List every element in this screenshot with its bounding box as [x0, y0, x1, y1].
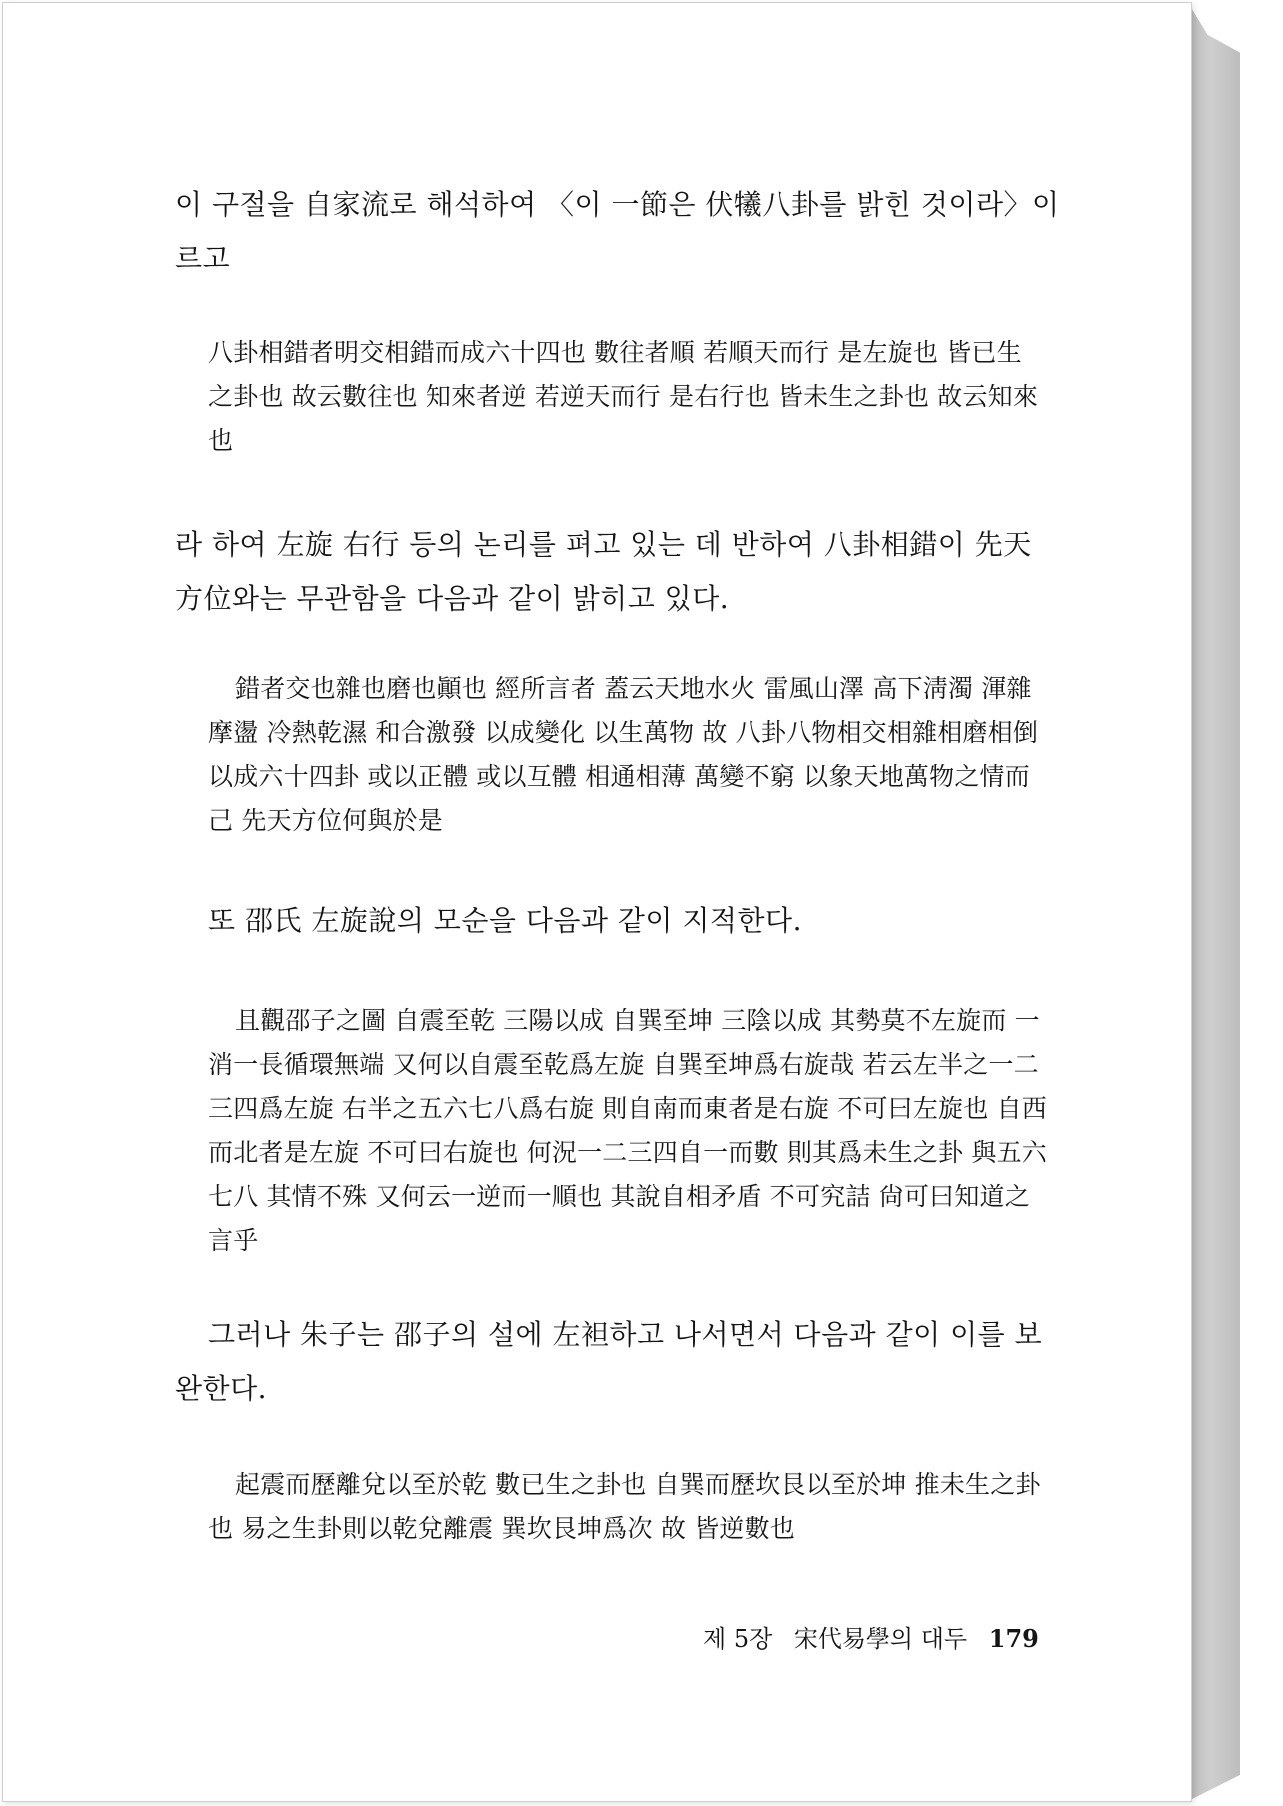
text-line: 또 邵氏 左旋說의 모순을 다음과 같이 지적한다.: [208, 904, 802, 937]
text-line: 이 구절을 自家流로 해석하여 〈이 一節은 伏犧八卦를 밝힌 것이라〉이: [175, 188, 1060, 221]
text-line: 七八 其情不殊 又何云一逆而一順也 其說自相矛盾 不可究詰 尙可曰知道之: [208, 1182, 1030, 1211]
text-line: 之卦也 故云數往也 知來者逆 若逆天而行 是右行也 皆未生之卦也 故云知來: [208, 382, 1039, 411]
page-number: 179: [988, 1624, 1039, 1653]
text-line: 르고: [175, 242, 231, 275]
text-line: 言乎: [208, 1226, 259, 1255]
text-line: 也: [208, 426, 234, 455]
text-line: 而北者是左旋 不可曰右旋也 何況一二三四自一而數 則其爲未生之卦 與五六: [208, 1138, 1047, 1167]
text-line: 그러나 朱子는 邵子의 설에 左袒하고 나서면서 다음과 같이 이를 보: [208, 1318, 1043, 1351]
text-line: 라 하여 左旋 右行 등의 논리를 펴고 있는 데 반하여 八卦相錯이 先天: [175, 528, 1032, 561]
chapter-label: 제 5장: [703, 1625, 773, 1653]
chapter-title: 宋代易學의 대두: [793, 1625, 968, 1653]
text-line: 三四爲左旋 右半之五六七八爲右旋 則自南而東者是右旋 不可曰左旋也 自西: [208, 1094, 1047, 1123]
text-line: 消一長循環無端 又何以自震至乾爲左旋 自巽至坤爲右旋哉 若云左半之一二: [208, 1050, 1039, 1079]
text-line: 也 易之生卦則以乾兌離震 巽坎艮坤爲次 故 皆逆數也: [208, 1514, 795, 1543]
text-line: 且觀邵子之圖 自震至乾 三陽以成 自巽至坤 三陰以成 其勢莫不左旋而 一: [235, 1006, 1040, 1035]
text-line: 八卦相錯者明交相錯而成六十四也 數往者順 若順天而行 是左旋也 皆已生: [208, 338, 1022, 367]
text-line: 己 先天方位何與於是: [208, 806, 443, 835]
text-line: 완한다.: [175, 1372, 268, 1405]
book-page: [2, 2, 1192, 1802]
text-line: 方位와는 무관함을 다음과 같이 밝히고 있다.: [175, 582, 730, 615]
book-page-edge: [1190, 6, 1240, 1800]
text-line: 以成六十四卦 或以正體 或以互體 相通相薄 萬變不窮 以象天地萬物之情而: [208, 762, 1030, 791]
text-line: 錯者交也雜也磨也顚也 經所言者 蓋云天地水火 雷風山澤 高下淸濁 渾雜: [235, 674, 1032, 703]
text-line: 起震而歷離兌以至於乾 數已生之卦也 自巽而歷坎艮以至於坤 推未生之卦: [235, 1470, 1041, 1499]
text-line: 摩盪 冷熱乾濕 和合激發 以成變化 以生萬物 故 八卦八物相交相雜相磨相倒: [208, 718, 1039, 747]
page-footer: [703, 1619, 1053, 1654]
